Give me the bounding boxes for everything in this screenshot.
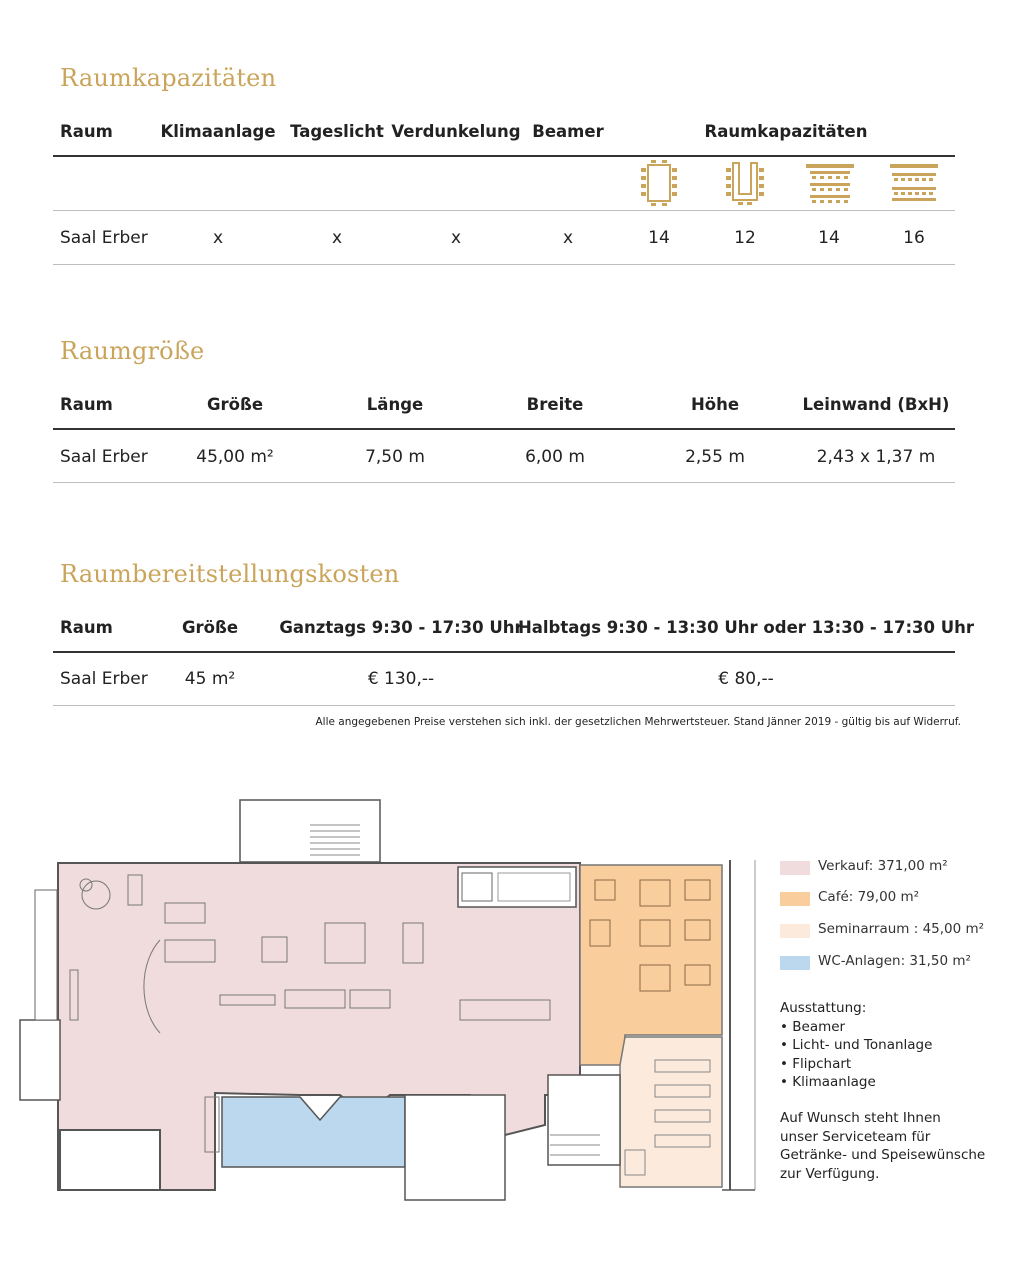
price-note: Alle angegebenen Preise verstehen sich inkl. der gesetzlichen Mehrwertsteuer. Stand Jänner 2019 - gültig bis auf Widerruf. bbox=[315, 716, 961, 728]
header-length: Länge bbox=[366, 395, 424, 414]
table-rule bbox=[53, 705, 955, 706]
legend-label: Café: 79,00 m² bbox=[818, 889, 920, 905]
legend-swatch bbox=[780, 924, 810, 938]
boardroom-table-icon bbox=[638, 160, 680, 206]
cell-daylight: x bbox=[331, 228, 343, 248]
table-rule bbox=[53, 264, 955, 265]
header-width: Breite bbox=[526, 395, 584, 414]
legend-label: WC-Anlagen: 31,50 m² bbox=[818, 953, 971, 969]
header-darkening: Verdunkelung bbox=[391, 122, 521, 141]
section-title-size: Raumgröße bbox=[60, 337, 205, 365]
service-note-line: zur Verfügung. bbox=[780, 1165, 880, 1182]
theater-seating-icon bbox=[888, 161, 940, 205]
header-room: Raum bbox=[60, 395, 113, 414]
table-rule bbox=[53, 428, 955, 430]
legend-label: Seminarraum : 45,00 m² bbox=[818, 921, 985, 937]
cell-boardroom: 14 bbox=[648, 228, 670, 248]
cell-theater: 16 bbox=[903, 228, 925, 248]
equipment-item: • Licht- und Tonanlage bbox=[780, 1037, 933, 1053]
service-note-line: Getränke- und Speisewünsche bbox=[780, 1147, 986, 1163]
cell-length: 7,50 m bbox=[365, 447, 425, 467]
header-room: Raum bbox=[60, 122, 113, 141]
section-title-costs: Raumbereitstellungskosten bbox=[60, 560, 400, 588]
equipment-list bbox=[780, 999, 932, 1092]
legend-swatch bbox=[780, 956, 810, 970]
table-rule bbox=[53, 482, 955, 483]
service-note-line: unser Serviceteam für bbox=[780, 1128, 931, 1145]
header-area: Größe bbox=[181, 618, 239, 637]
legend-swatch bbox=[780, 861, 810, 875]
header-projector: Beamer bbox=[532, 122, 604, 141]
cell-area: 45,00 m² bbox=[196, 447, 274, 467]
service-note bbox=[780, 1109, 985, 1183]
header-area: Größe bbox=[206, 395, 264, 414]
cell-u-shape: 12 bbox=[734, 228, 756, 248]
cell-height: 2,55 m bbox=[685, 447, 745, 467]
service-note-line: Auf Wunsch steht Ihnen bbox=[780, 1110, 941, 1126]
cell-darkening: x bbox=[450, 228, 462, 248]
equipment-item: • Flipchart bbox=[780, 1055, 852, 1072]
header-room: Raum bbox=[60, 618, 113, 637]
cell-full-day: € 130,-- bbox=[367, 669, 435, 689]
legend-swatch bbox=[780, 892, 810, 906]
cell-area: 45 m² bbox=[184, 669, 236, 689]
header-half-day: Halbtags 9:30 - 13:30 Uhr oder 13:30 - 17:30 Uhr bbox=[517, 618, 975, 637]
cell-screen: 2,43 x 1,37 m bbox=[816, 447, 936, 467]
table-rule bbox=[53, 651, 955, 653]
floor-plan bbox=[0, 795, 760, 1205]
u-shape-table-icon bbox=[724, 160, 766, 206]
cell-ac: x bbox=[212, 228, 224, 248]
cell-half-day: € 80,-- bbox=[718, 669, 774, 689]
cell-width: 6,00 m bbox=[525, 447, 585, 467]
cell-classroom: 14 bbox=[818, 228, 840, 248]
cell-room: Saal Erber bbox=[60, 669, 148, 689]
header-screen: Leinwand (BxH) bbox=[802, 395, 950, 414]
equipment-item: • Beamer bbox=[780, 1018, 846, 1035]
cell-room: Saal Erber bbox=[60, 447, 148, 467]
header-ac: Klimaanlage bbox=[160, 122, 276, 141]
cell-room: Saal Erber bbox=[60, 228, 148, 248]
cell-projector: x bbox=[562, 228, 574, 248]
section-title-capacity: Raumkapazitäten bbox=[60, 64, 277, 92]
header-height: Höhe bbox=[690, 395, 740, 414]
header-daylight: Tageslicht bbox=[290, 122, 384, 141]
table-rule bbox=[53, 155, 955, 157]
equipment-item: • Klimaanlage bbox=[780, 1074, 876, 1090]
classroom-seating-icon bbox=[804, 161, 856, 205]
table-rule bbox=[53, 210, 955, 211]
equipment-title: Ausstattung: bbox=[780, 1000, 867, 1016]
header-capacities: Raumkapazitäten bbox=[704, 122, 868, 141]
header-full-day: Ganztags 9:30 - 17:30 Uhr bbox=[279, 618, 523, 637]
legend-label: Verkauf: 371,00 m² bbox=[818, 858, 948, 874]
